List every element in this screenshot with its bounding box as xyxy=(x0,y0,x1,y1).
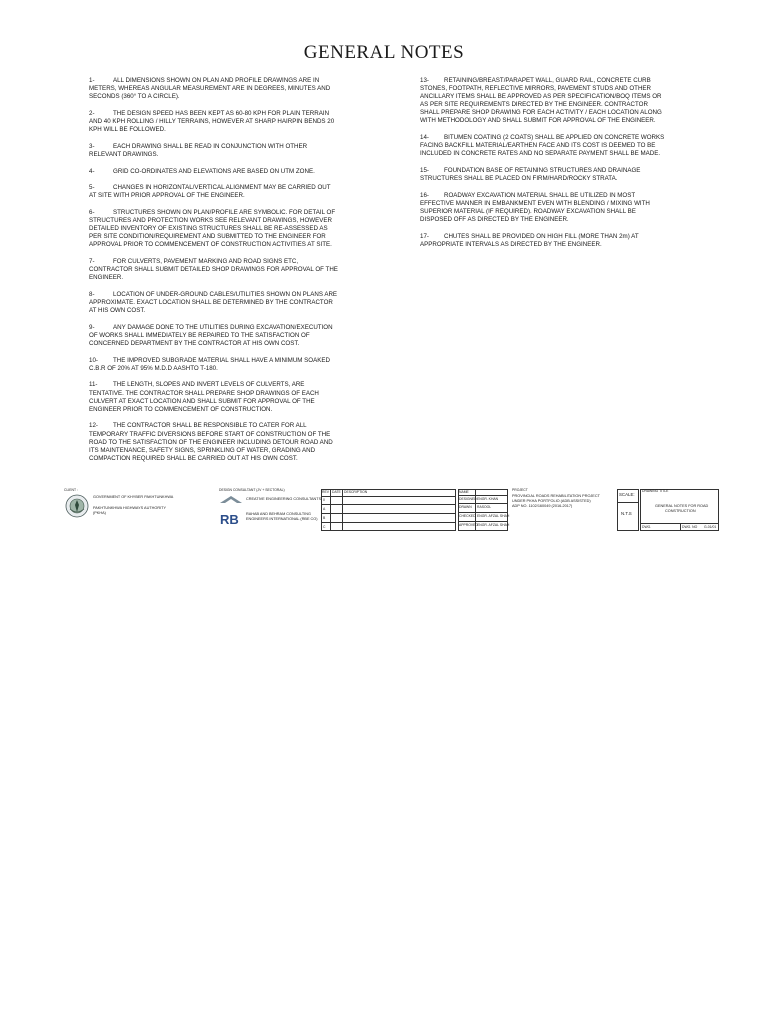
sheet-value: G-01/01 xyxy=(704,525,717,529)
note-item xyxy=(89,324,339,348)
date-header: DATE xyxy=(332,490,341,494)
project-label: PROJECT xyxy=(512,488,528,492)
sheet-label: DWG. NO xyxy=(682,525,698,529)
note-text: THE LENGTH, SLOPES AND INVERT LEVELS OF CULVERTS, ARE TENTATIVE. THE CONTRACTOR SHALL PREPARE SHOP DRAWINGS OF EACH CULVERT AT EXACT LOCATION AND SHALL SUBMIT FOR APPROVAL OF THE ENGINEER PRIOR TO COMMENCEMENT OF CONSTRUCTION. xyxy=(89,381,319,413)
client-name-1: GOVERNMENT OF KHYBER PAKHTUNKHWA xyxy=(93,495,174,499)
svg-text:RB: RB xyxy=(220,512,239,526)
note-item xyxy=(89,291,339,315)
note-text: FOR CULVERTS, PAVEMENT MARKING AND ROAD SIGNS ETC, CONTRACTOR SHALL SUBMIT DETAILED SHOP DRAWINGS FOR APPROVAL OF THE ENGINEER. xyxy=(89,258,338,282)
note-item xyxy=(420,233,665,249)
note-text: ALL DIMENSIONS SHOWN ON PLAN AND PROFILE DRAWINGS ARE IN METERS, WHEREAS ANGULAR MEASUREMENT ARE IN DEGREES, MINUTES AND SECONDS (360° TO A CIRCLE). xyxy=(89,77,331,101)
consultant-2-name-2: ENGINEERS INTERNATIONAL (RBE CO) xyxy=(246,517,318,521)
role-label: NAME xyxy=(459,490,469,494)
drawing-title-line-1: GENERAL NOTES FOR ROAD xyxy=(655,504,709,508)
note-text: CHUTES SHALL BE PROVIDED ON HIGH FILL (MORE THAN 2m) AT APPROPRIATE INTERVALS AS DIRECTED BY THE ENGINEER. xyxy=(420,232,639,248)
note-number: 5- xyxy=(89,184,95,192)
note-text: LOCATION OF UNDER-GROUND CABLES/UTILITIES SHOWN ON PLANS ARE APPROXIMATE. EXACT LOCATION SHALL BE DETERMINED BY THE CONTRACTOR AT HIS OWN COST. xyxy=(89,290,338,315)
note-number: 3- xyxy=(89,142,95,150)
creative-engineering-logo-icon xyxy=(219,495,243,504)
notes-right-column xyxy=(420,77,665,258)
scale-label: SCALE: xyxy=(619,492,635,497)
note-item xyxy=(420,192,665,224)
note-number: 17- xyxy=(420,232,429,240)
note-text: RETAINING/BREAST/PARAPET WALL, GUARD RAIL, CONCRETE CURB STONES, FOOTPATH, REFLECTIVE MIRRORS, PAVEMENT STUDS AND OTHER ANCILLARY ITEMS SHALL BE APPROVED AS PER SPECIFICATION/BOQ ITEMS OR AS PER SITE REQUIREMENTS DIRECTED BY THE ENGINEER. CONTRACTOR SHALL PREPARE SHOP DRAWING FOR EACH ACTIVITY / EACH LOCATION ALONG WITH METHODOLOGY AND SHALL SUBMIT FOR APPROVAL OF THE ENGINEER. xyxy=(420,77,662,125)
client-label: CLIENT : xyxy=(64,488,78,492)
note-item xyxy=(420,167,665,183)
client-name-2: PAKHTUNKHWA HIGHWAYS AUTHORITY xyxy=(93,506,166,510)
dwg-label: DWG. xyxy=(642,525,652,529)
note-text: CHANGES IN HORIZONTAL/VERTICAL ALIGNMENT MAY BE CARRIED OUT AT SITE WITH PRIOR APPROVAL OF THE ENGINEER. xyxy=(89,184,331,200)
role-name: RASOOL xyxy=(477,505,492,509)
note-number: 12- xyxy=(89,422,98,430)
role-name: ENGR. AFZAL SHAH xyxy=(477,514,510,518)
role-label: DRAWN xyxy=(459,505,472,509)
consultant-2-name-1: RAHAB AND BEHRAM CONSULTING xyxy=(246,512,311,516)
note-text: FOUNDATION BASE OF RETAINING STRUCTURES AND DRAINAGE STRUCTURES SHALL BE PLACED ON FIRM/HARD/ROCKY STRATA. xyxy=(420,167,641,183)
drawing-title-label: DRAWING TITLE xyxy=(642,489,669,493)
description-header: DESCRIPTION xyxy=(344,490,368,494)
project-line-3: ADP NO. 1102/160049 (2016-2017) xyxy=(512,504,573,508)
note-number: 1- xyxy=(89,77,95,84)
note-number: 15- xyxy=(420,167,429,175)
rev-header: REV xyxy=(322,490,329,494)
note-number: 13- xyxy=(420,77,429,84)
note-number: 16- xyxy=(420,191,429,199)
role-name: ENGR. AFZAL SHAH xyxy=(477,523,510,527)
note-item xyxy=(89,381,339,413)
note-number: 8- xyxy=(89,290,95,298)
note-item xyxy=(89,110,339,134)
note-number: 10- xyxy=(89,356,98,364)
note-item xyxy=(420,134,665,158)
note-text: EACH DRAWING SHALL BE READ IN CONJUNCTION WITH OTHER RELEVANT DRAWINGS. xyxy=(89,142,308,158)
note-number: 2- xyxy=(89,109,95,117)
note-item xyxy=(89,77,339,101)
note-number: 11- xyxy=(89,381,98,389)
page-title: GENERAL NOTES xyxy=(303,42,465,63)
role-name: ENGR. KHAN xyxy=(477,497,499,501)
role-label: DESIGNED xyxy=(459,497,477,501)
scale-value: N.T.S xyxy=(621,511,632,516)
note-item xyxy=(420,77,665,126)
note-text: ROADWAY EXCAVATION MATERIAL SHALL BE UTILIZED IN MOST EFFECTIVE MANNER IN EMBANKMENT EVEN WITH BLENDING / MIXING WITH SUPERIOR MATERIAL (IF REQUIRED). ROADWAY EXCAVATION SHALL BE DISPOSED OFF AS DIRECTED BY THE ENGINEER. xyxy=(420,191,650,224)
note-text: BITUMEN COATING (2 COATS) SHALL BE APPLIED ON CONCRETE WORKS FACING BACKFILL MATERIAL/EARTHEN FACE AND ITS COST IS DEEMED TO BE INCLUDED IN CONCRETE RATES AND NO SEPARATE PAYMENT SHALL BE MADE. xyxy=(420,134,665,158)
role-label: APPROVED xyxy=(459,523,478,527)
project-line-1: PROVINCIAL ROADS REHABILITATION PROJECT xyxy=(512,494,600,498)
note-text: STRUCTURES SHOWN ON PLAN/PROFILE ARE SYMBOLIC. FOR DETAIL OF STRUCTURES AND PROTECTION WORKS SEE RELEVANT DRAWINGS, HOWEVER DETAILED INVENTORY OF EXISTING STRUCTURES SHALL BE RE-ASSESSED AS PER SITE CONDITION/REQUIREMENT AND SUBMITTED TO THE ENGINEER FOR APPROVAL PRIOR TO COMMENCEMENT OF CONSTRUCTION ACTIVITIES AT SITE. xyxy=(89,209,336,249)
note-number: 14- xyxy=(420,134,429,142)
client-name-3: (PKHA) xyxy=(93,511,106,515)
notes-left-column xyxy=(89,77,339,472)
note-item xyxy=(89,357,339,373)
project-line-2: UNDER PKHA PORTFOLIO (ADB ASSISTED) xyxy=(512,499,591,503)
note-item xyxy=(89,209,339,249)
rev-row: B xyxy=(323,516,326,520)
note-text: THE DESIGN SPEED HAS BEEN KEPT AS 60-80 KPH FOR PLAIN TERRAIN AND 40 KPH ROLLING / HILLY TERRAINS, HOWEVER AT SHARP HAIRPIN BENDS 20 KPH WILL BE FOLLOWED. xyxy=(89,109,335,134)
consultant-label: DESIGN CONSULTANT (JV + SECTORAL) xyxy=(219,488,285,492)
note-item xyxy=(89,422,339,462)
note-text: THE CONTRACTOR SHALL BE RESPONSIBLE TO CATER FOR ALL TEMPORARY TRAFFIC DIVERSIONS BEFORE START OF CONSTRUCTION OF THE ROAD TO THE SATISFACTION OF THE ENGINEER INCLUDING DETOUR ROAD AND ITS MAINTENANCE, SAFETY SIGNS, SPRINKLING OF WATER, GRADING AND COMPACTION REQUIRED SHALL BE CARRIED OUT AT HIS OWN COST. xyxy=(89,422,333,462)
note-text: GRID CO-ORDINATES AND ELEVATIONS ARE BASED ON UTM ZONE. xyxy=(113,167,315,175)
rbe-logo-icon xyxy=(219,512,241,526)
note-number: 6- xyxy=(89,209,95,216)
title-block xyxy=(62,488,719,532)
rev-row: A xyxy=(323,507,326,511)
note-item xyxy=(89,168,339,176)
note-number: 7- xyxy=(89,258,95,266)
rev-row: 0 xyxy=(323,498,325,502)
note-text: THE IMPROVED SUBGRADE MATERIAL SHALL HAVE A MINIMUM SOAKED C.B.R OF 20% AT 95% M.D.D AASHTO T-180. xyxy=(89,356,330,372)
note-number: 9- xyxy=(89,323,95,331)
note-item xyxy=(89,184,339,200)
note-item xyxy=(89,143,339,159)
note-number: 4- xyxy=(89,167,95,175)
kpk-emblem-icon xyxy=(65,494,89,518)
note-text: ANY DAMAGE DONE TO THE UTILITIES DURING EXCAVATION/EXECUTION OF WORKS SHALL IMMEDIATELY BE REPAIRED TO THE SATISFACTION OF CONCERNED DEPARTMENT BY THE CONTRACTOR AT HIS OWN COST. xyxy=(89,323,333,347)
consultant-1-name: CREATIVE ENGINEERING CONSULTANTS xyxy=(246,497,322,501)
drawing-title-line-2: CONSTRUCTION xyxy=(665,509,696,513)
role-label: CHECKED xyxy=(459,514,476,518)
rev-row: C xyxy=(323,525,326,529)
note-item xyxy=(89,258,339,282)
